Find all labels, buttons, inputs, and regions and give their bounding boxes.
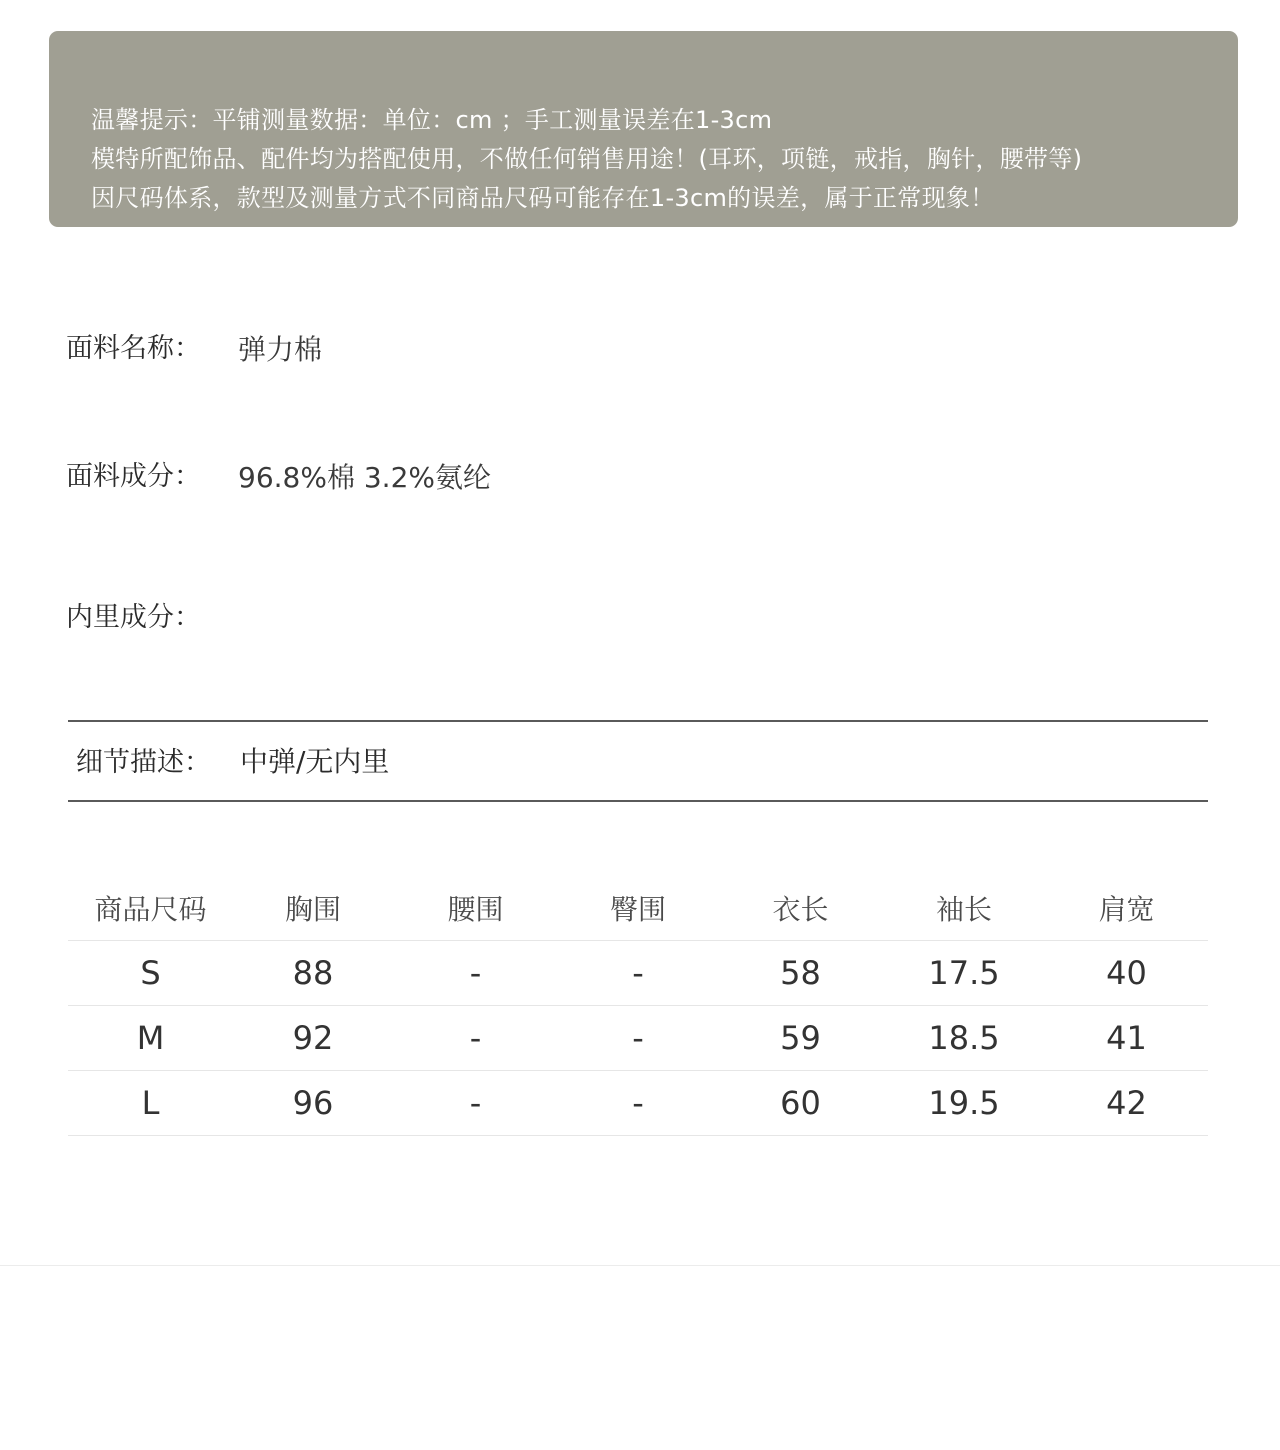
cell-waist: - (393, 1006, 558, 1071)
cell-length: 59 (718, 1006, 883, 1071)
header-waist: 腰围 (393, 875, 558, 941)
table-row (68, 1071, 1208, 1136)
cell-shoulder: 41 (1045, 1006, 1208, 1071)
cell-waist: - (393, 941, 558, 1006)
cell-waist: - (393, 1071, 558, 1136)
fabric-name-label: 面料名称： (66, 333, 201, 364)
cell-sleeve: 17.5 (883, 941, 1045, 1006)
detail-description-value: 中弹/无内里 (240, 745, 390, 778)
cell-length: 60 (718, 1071, 883, 1136)
notice-banner (49, 31, 1238, 227)
fabric-name-value: 弹力棉 (238, 333, 323, 366)
header-size: 商品尺码 (68, 875, 233, 941)
notice-line-accessories: 模特所配饰品、配件均为搭配使用，不做任何销售用途！(耳环，项链，戒指，胸针，腰带等) (91, 145, 1083, 173)
detail-description-label: 细节描述： (76, 747, 211, 778)
cell-shoulder: 40 (1045, 941, 1208, 1006)
cell-chest: 92 (233, 1006, 393, 1071)
cell-hip: - (558, 1071, 718, 1136)
detail-bottom-divider (68, 800, 1208, 802)
cell-size: L (68, 1071, 233, 1136)
cell-chest: 88 (233, 941, 393, 1006)
table-row (68, 941, 1208, 1006)
header-length: 衣长 (718, 875, 883, 941)
cell-size: M (68, 1006, 233, 1071)
size-chart-header-row (68, 875, 1208, 941)
size-chart-table (68, 875, 1208, 1136)
lining-composition-label: 内里成分： (66, 602, 201, 633)
notice-line-measurement: 温馨提示：平铺测量数据：单位：cm ；手工测量误差在1-3cm (91, 106, 773, 134)
cell-length: 58 (718, 941, 883, 1006)
cell-hip: - (558, 1006, 718, 1071)
cell-size: S (68, 941, 233, 1006)
table-row (68, 1006, 1208, 1071)
notice-line-size-variance: 因尺码体系，款型及测量方式不同商品尺码可能存在1-3cm的误差，属于正常现象！ (91, 184, 995, 212)
cell-sleeve: 18.5 (883, 1006, 1045, 1071)
header-hip: 臀围 (558, 875, 718, 941)
fabric-composition-value: 96.8%棉 3.2%氨纶 (238, 461, 491, 494)
header-shoulder: 肩宽 (1045, 875, 1208, 941)
cell-hip: - (558, 941, 718, 1006)
header-sleeve: 袖长 (883, 875, 1045, 941)
cell-shoulder: 42 (1045, 1071, 1208, 1136)
section-divider (0, 1265, 1280, 1266)
header-chest: 胸围 (233, 875, 393, 941)
cell-sleeve: 19.5 (883, 1071, 1045, 1136)
cell-chest: 96 (233, 1071, 393, 1136)
fabric-composition-label: 面料成分： (66, 461, 201, 492)
detail-top-divider (68, 720, 1208, 722)
